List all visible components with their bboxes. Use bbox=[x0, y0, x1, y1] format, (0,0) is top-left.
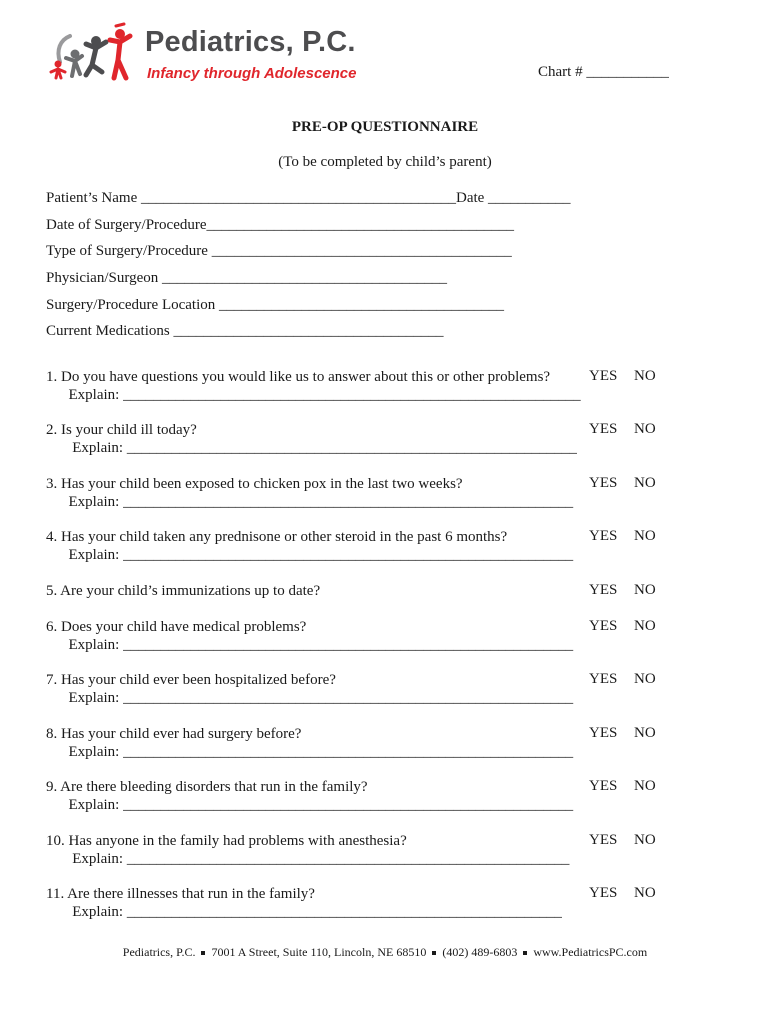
footer-address: 7001 A Street, Suite 110, Lincoln, NE 68510 bbox=[211, 945, 427, 959]
no-option-6[interactable]: NO bbox=[634, 618, 656, 634]
explain-field[interactable]: Explain: ____________________________________________________________ bbox=[46, 547, 574, 563]
yes-option-2[interactable]: YES bbox=[589, 421, 618, 437]
explain-field[interactable]: Explain: ____________________________________________________________ bbox=[46, 690, 574, 706]
physician-field[interactable]: Physician/Surgeon ______________________________________ bbox=[46, 270, 447, 286]
bullet-icon bbox=[432, 951, 436, 955]
bullet-icon bbox=[201, 951, 205, 955]
question-text: 5. Are your child’s immunizations up to date? bbox=[46, 583, 321, 599]
question-text: 3. Has your child been exposed to chicken pox in the last two weeks? bbox=[46, 476, 463, 492]
yes-option-5[interactable]: YES bbox=[589, 582, 618, 598]
question-text: 4. Has your child taken any prednisone or other steroid in the past 6 months? bbox=[46, 529, 508, 545]
question-2 bbox=[46, 421, 577, 457]
question-9 bbox=[46, 778, 573, 814]
patient-name-field[interactable]: Patient’s Name __________________________________________Date ___________ bbox=[46, 190, 571, 206]
question-text: 8. Has your child ever had surgery before? bbox=[46, 726, 302, 742]
children-logo-icon bbox=[46, 20, 146, 86]
medications-field[interactable]: Current Medications ____________________________________ bbox=[46, 323, 444, 339]
no-option-9[interactable]: NO bbox=[634, 778, 656, 794]
explain-field[interactable]: Explain: ___________________________________________________________ bbox=[46, 851, 570, 867]
no-option-3[interactable]: NO bbox=[634, 475, 656, 491]
brand-name: Pediatrics, P.C. bbox=[145, 26, 356, 58]
form-subtitle: (To be completed by child’s parent) bbox=[278, 154, 492, 170]
yes-option-11[interactable]: YES bbox=[589, 885, 618, 901]
question-text: 11. Are there illnesses that run in the family? bbox=[46, 886, 315, 902]
yes-option-8[interactable]: YES bbox=[589, 725, 618, 741]
question-10 bbox=[46, 832, 569, 868]
question-text: 1. Do you have questions you would like us to answer about this or other problems? bbox=[46, 369, 551, 385]
footer-website[interactable]: www.PediatricsPC.com bbox=[533, 945, 648, 959]
question-11 bbox=[46, 885, 562, 921]
yes-option-6[interactable]: YES bbox=[589, 618, 618, 634]
no-option-8[interactable]: NO bbox=[634, 725, 656, 741]
question-text: 6. Does your child have medical problems? bbox=[46, 619, 307, 635]
question-3 bbox=[46, 475, 573, 511]
chart-number-field[interactable]: Chart # ___________ bbox=[538, 64, 669, 80]
question-text: 9. Are there bleeding disorders that run in the family? bbox=[46, 779, 368, 795]
no-option-5[interactable]: NO bbox=[634, 582, 656, 598]
yes-option-10[interactable]: YES bbox=[589, 832, 618, 848]
brand-tagline: Infancy through Adolescence bbox=[147, 65, 357, 82]
yes-option-1[interactable]: YES bbox=[589, 368, 618, 384]
explain-field[interactable]: Explain: _____________________________________________________________ bbox=[46, 387, 581, 403]
location-field[interactable]: Surgery/Procedure Location ______________________________________ bbox=[46, 297, 505, 313]
no-option-4[interactable]: NO bbox=[634, 528, 656, 544]
yes-option-9[interactable]: YES bbox=[589, 778, 618, 794]
question-4 bbox=[46, 528, 573, 564]
question-text: 10. Has anyone in the family had problems with anesthesia? bbox=[46, 833, 407, 849]
explain-field[interactable]: Explain: ____________________________________________________________ bbox=[46, 494, 574, 510]
no-option-10[interactable]: NO bbox=[634, 832, 656, 848]
yes-option-3[interactable]: YES bbox=[589, 475, 618, 491]
footer-contact bbox=[0, 945, 770, 960]
question-7 bbox=[46, 671, 573, 707]
explain-field[interactable]: Explain: ____________________________________________________________ bbox=[46, 637, 574, 653]
footer-phone: (402) 489-6803 bbox=[442, 945, 518, 959]
no-option-7[interactable]: NO bbox=[634, 671, 656, 687]
no-option-11[interactable]: NO bbox=[634, 885, 656, 901]
explain-field[interactable]: Explain: ____________________________________________________________ bbox=[46, 440, 577, 456]
surgery-type-field[interactable]: Type of Surgery/Procedure ________________________________________ bbox=[46, 243, 512, 259]
bullet-icon bbox=[523, 951, 527, 955]
form-title: PRE-OP QUESTIONNAIRE bbox=[291, 119, 479, 135]
question-5 bbox=[46, 582, 320, 600]
explain-field[interactable]: Explain: ____________________________________________________________ bbox=[46, 744, 574, 760]
surgery-date-field[interactable]: Date of Surgery/Procedure_________________________________________ bbox=[46, 217, 515, 233]
yes-option-4[interactable]: YES bbox=[589, 528, 618, 544]
question-6 bbox=[46, 618, 573, 654]
question-text: 7. Has your child ever been hospitalized before? bbox=[46, 672, 336, 688]
question-text: 2. Is your child ill today? bbox=[46, 422, 197, 438]
yes-option-7[interactable]: YES bbox=[589, 671, 618, 687]
no-option-1[interactable]: NO bbox=[634, 368, 656, 384]
question-1 bbox=[46, 368, 581, 404]
practice-logo bbox=[46, 20, 366, 86]
explain-field[interactable]: Explain: ____________________________________________________________ bbox=[46, 797, 574, 813]
footer-practice-name: Pediatrics, P.C. bbox=[122, 945, 196, 959]
no-option-2[interactable]: NO bbox=[634, 421, 656, 437]
question-8 bbox=[46, 725, 573, 761]
explain-field[interactable]: Explain: __________________________________________________________ bbox=[46, 904, 562, 920]
